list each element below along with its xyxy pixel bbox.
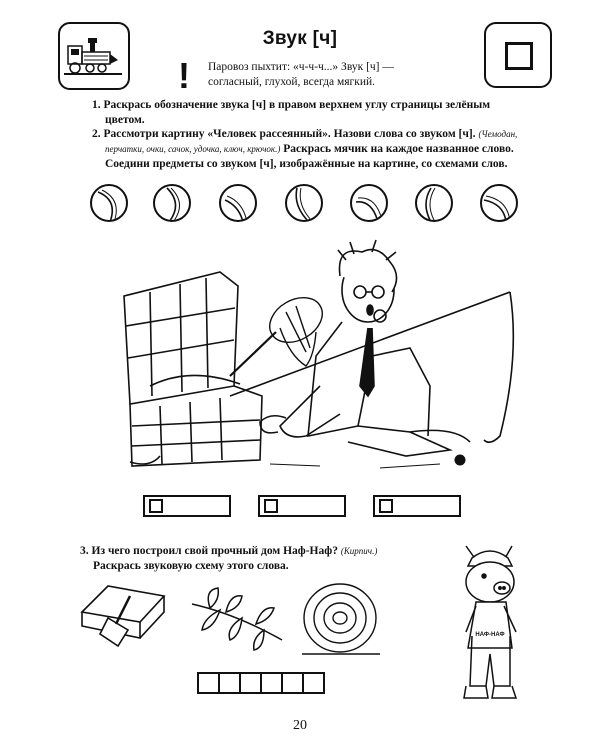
scheme-square[interactable]	[264, 499, 278, 513]
ball-icon[interactable]	[480, 184, 518, 222]
ball-icon[interactable]	[90, 184, 128, 222]
word-scheme[interactable]	[143, 495, 231, 517]
task-2-line-1b: (Чемодан,	[478, 129, 518, 139]
task-1-line-1: Раскрась обозначение звука [ч] в правом верхнем углу страницы зелёным	[103, 99, 491, 111]
sound-marker-box[interactable]	[484, 22, 552, 88]
page-title: Звук [ч]	[262, 28, 338, 49]
word-scheme[interactable]	[373, 495, 461, 517]
exclamation-icon: !	[178, 55, 190, 96]
task-2-line-2: Раскрась мячик на каждое названное слово.	[283, 143, 514, 155]
scheme-cell[interactable]	[239, 672, 262, 694]
suitcase-icon	[124, 272, 262, 466]
man-figure	[260, 240, 470, 456]
note-line-2: согласный, глухой, всегда мягкий.	[208, 76, 376, 88]
task-2-answer-words: перчатки, очки, сачок, удочка, ключ, крючок.)	[105, 144, 281, 154]
haystack-icon[interactable]	[300, 580, 382, 658]
ball-icon[interactable]	[415, 184, 453, 222]
task-1	[92, 98, 562, 128]
task-3-line-1a: Из чего построил свой прочный дом Наф-Наф?	[91, 545, 338, 557]
task-3-number: 3.	[80, 545, 89, 557]
ball-icon[interactable]	[350, 184, 388, 222]
pig-illustration	[446, 536, 536, 706]
task-1-line-2: цветом.	[105, 114, 145, 126]
note-line-1: Паровоз пыхтит: «ч-ч-ч...» Звук [ч] —	[208, 61, 394, 73]
rule-note	[208, 60, 448, 90]
scheme-cell[interactable]	[218, 672, 241, 694]
task-2	[92, 127, 562, 172]
scheme-cell[interactable]	[302, 672, 325, 694]
task-3	[80, 544, 450, 574]
ball-icon[interactable]	[153, 184, 191, 222]
scheme-square[interactable]	[149, 499, 163, 513]
man-illustration	[110, 236, 530, 476]
task-1-number: 1.	[92, 99, 101, 111]
branch-icon[interactable]	[186, 584, 286, 654]
sound-marker-square[interactable]	[505, 42, 533, 70]
task-3-line-1b: (Кирпич.)	[340, 546, 378, 556]
scheme-cell[interactable]	[197, 672, 220, 694]
scheme-cell[interactable]	[281, 672, 304, 694]
task-2-line-1a: Рассмотри картину «Человек рассеянный». Назови слова со звуком [ч].	[103, 128, 476, 140]
pig-label: НАФ-НАФ	[475, 632, 505, 638]
scheme-cell[interactable]	[260, 672, 283, 694]
task-3-line-2: Раскрась звуковую схему этого слова.	[93, 560, 289, 572]
task-2-number: 2.	[92, 128, 101, 140]
brick-icon[interactable]	[78, 582, 168, 652]
ball-icon[interactable]	[219, 184, 257, 222]
ball-icon[interactable]	[285, 184, 323, 222]
scheme-square[interactable]	[379, 499, 393, 513]
word-scheme[interactable]	[258, 495, 346, 517]
page-number: 20	[293, 718, 307, 733]
brick-word-scheme[interactable]	[197, 672, 323, 694]
task-2-line-3: Соедини предметы со звуком [ч], изображённые на картине, со схемами слов.	[105, 158, 508, 170]
